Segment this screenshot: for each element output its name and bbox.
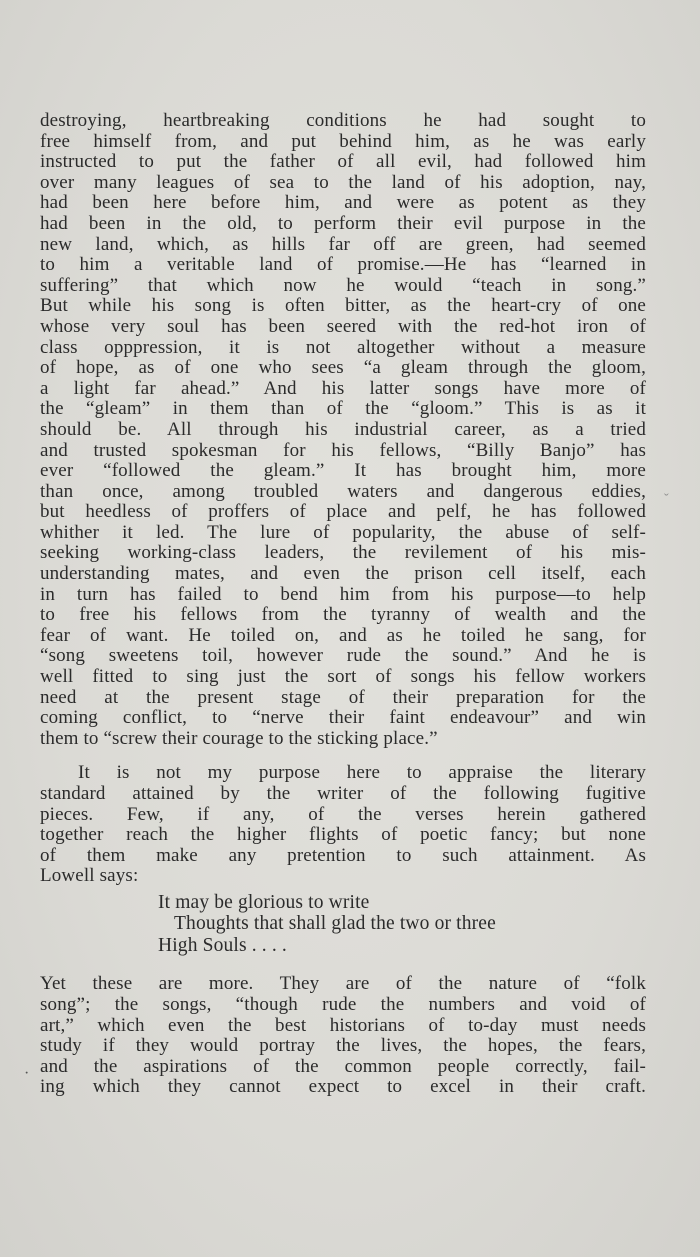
text-line: understanding mates, and even the prison cell itself, each [40,563,646,585]
text-line: It is not my purpose here to appraise the literary [78,762,646,784]
quote-line: Thoughts that shall glad the two or three [174,913,496,935]
paragraph-folk-song [40,974,646,1098]
page-text [40,111,646,1098]
text-line: need at the present stage of their preparation for the [40,686,646,708]
text-line: pieces. Few, if any, of the verses herein gathered [40,803,646,825]
text-line: new land, which, as hills far off are green, had seemed [40,233,646,255]
text-line: well fitted to sing just the sort of songs his fellow workers [40,666,646,688]
text-line: art,” which even the best historians of to-day must needs [40,1014,646,1036]
text-line: had been here before him, and were as potent as they [40,192,646,214]
margin-speck: ˇ [664,492,669,507]
text-line: and trusted spokesman for his fellows, “Billy Banjo” has [40,439,646,461]
text-line: ever “followed the gleam.” It has brought him, more [40,460,646,482]
text-line: had been in the old, to perform their evil purpose in the [40,212,646,234]
text-line: study if they would portray the lives, the hopes, the fears, [40,1035,646,1057]
text-line: of hope, as of one who sees “a gleam through the gloom, [40,357,646,379]
text-line: fear of want. He toiled on, and as he toiled he sang, for [40,624,646,646]
text-line: to free his fellows from the tyranny of wealth and the [40,604,646,626]
text-line: destroying, heartbreaking conditions he had sought to [40,110,646,131]
text-line: standard attained by the writer of the following fugitive [40,783,646,804]
quote-line: High Souls . . . . [158,934,287,956]
text-line: to him a veritable land of promise.—He has “learned in [40,254,646,276]
text-line: them to “screw their courage to the sticking place.” [40,727,438,749]
text-line: But while his song is often bitter, as the heart-cry of one [40,295,646,317]
quote-line: It may be glorious to write [158,891,370,913]
text-line: seeking working-class leaders, the revilement of his mis- [40,542,646,564]
text-line: over many leagues of sea to the land of his adoption, nay, [40,171,646,193]
text-line: Lowell says: [40,865,139,887]
text-line: but heedless of proffers of place and pelf, he has followed [40,501,646,523]
text-line: in turn has failed to bend him from his purpose—to help [40,583,646,605]
block-quote [40,892,646,957]
text-line: “song sweetens toil, however rude the sound.” And he is [40,645,646,667]
text-line: a light far ahead.” And his latter songs have more of [40,377,646,399]
text-line: and the aspirations of the common people correctly, fail- [40,1055,646,1077]
text-line: whose very soul has been seered with the red-hot iron of [40,315,646,337]
text-line: Yet these are more. They are of the nature of “folk [40,973,646,995]
text-line: instructed to put the father of all evil, had followed him [40,151,646,173]
text-line: than once, among troubled waters and dangerous eddies, [40,480,646,502]
margin-dot: · [24,1065,30,1082]
paragraph-continuation [40,111,646,749]
text-line: of them make any pretention to such attainment. As [40,844,646,866]
text-line: coming conflict, to “nerve their faint endeavour” and win [40,707,646,729]
text-line: the “gleam” in them than of the “gloom.” This is as it [40,398,646,420]
text-line: class opppression, it is not altogether without a measure [40,336,646,358]
text-line: together reach the higher flights of poetic fancy; but none [40,824,646,846]
text-line: free himself from, and put behind him, as he was early [40,130,646,152]
text-line: whither it led. The lure of popularity, the abuse of self- [40,521,646,543]
text-line: should be. All through his industrial career, as a tried [40,418,646,440]
text-line: suffering” that which now he would “teach in song.” [40,274,646,296]
paragraph-purpose [40,763,646,887]
text-line: ing which they cannot expect to excel in their craft. [40,1076,646,1098]
text-line: song”; the songs, “though rude the numbers and void of [40,994,646,1016]
